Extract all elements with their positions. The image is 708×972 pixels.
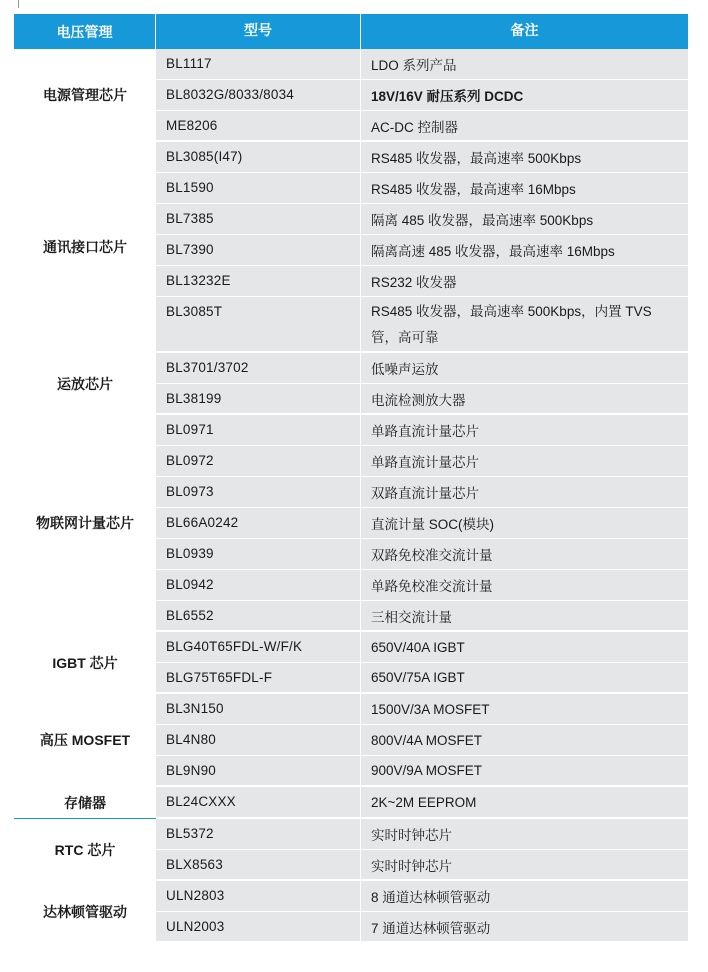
category-cell: 运放芯片 xyxy=(14,353,156,415)
table-row xyxy=(14,415,688,446)
category-cell: RTC 芯片 xyxy=(14,819,156,881)
table-row xyxy=(14,632,688,663)
note-cell: 低噪声运放 xyxy=(361,353,688,384)
category-cell: 物联网计量芯片 xyxy=(14,415,156,632)
note-cell: 18V/16V 耐压系列 DCDC xyxy=(361,80,688,111)
model-cell: BL0939 xyxy=(156,539,361,570)
model-cell: BL4N80 xyxy=(156,725,361,756)
note-cell: RS485 收发器，最高速率 16Mbps xyxy=(361,173,688,204)
table-row xyxy=(14,694,688,725)
category-cell: IGBT 芯片 xyxy=(14,632,156,694)
model-cell: BL1590 xyxy=(156,173,361,204)
model-cell: BL3085T xyxy=(156,297,361,353)
note-cell: LDO 系列产品 xyxy=(361,49,688,80)
model-cell: BL24CXXX xyxy=(156,787,361,819)
note-cell: RS232 收发器 xyxy=(361,266,688,297)
model-cell: BL13232E xyxy=(156,266,361,297)
model-cell: BL0973 xyxy=(156,477,361,508)
note-cell: 双路免校准交流计量 xyxy=(361,539,688,570)
note-cell: 电流检测放大器 xyxy=(361,384,688,415)
category-cell: 通讯接口芯片 xyxy=(14,142,156,353)
model-cell: BLG40T65FDL-W/F/K xyxy=(156,632,361,663)
table-row xyxy=(14,142,688,173)
model-cell: ULN2003 xyxy=(156,912,361,943)
model-cell: BL3701/3702 xyxy=(156,353,361,384)
note-cell: 实时时钟芯片 xyxy=(361,850,688,881)
note-cell: 单路直流计量芯片 xyxy=(361,446,688,477)
note-cell: 800V/4A MOSFET xyxy=(361,725,688,756)
table-row xyxy=(14,49,688,80)
note-cell: 实时时钟芯片 xyxy=(361,819,688,850)
note-cell: 1500V/3A MOSFET xyxy=(361,694,688,725)
table-row xyxy=(14,787,688,819)
note-cell: 单路免校准交流计量 xyxy=(361,570,688,601)
note-cell: 8 通道达林顿管驱动 xyxy=(361,881,688,912)
note-cell: 7 通道达林顿管驱动 xyxy=(361,912,688,943)
notes-column-header: 备注 xyxy=(361,14,688,49)
model-cell: BL0971 xyxy=(156,415,361,446)
model-cell: BL6552 xyxy=(156,601,361,632)
model-cell: BL9N90 xyxy=(156,756,361,787)
table-body xyxy=(14,49,688,943)
top-edge-mark xyxy=(18,0,19,8)
model-cell: BL3N150 xyxy=(156,694,361,725)
note-cell: RS485 收发器，最高速率 500Kbps xyxy=(361,142,688,173)
model-cell: BL66A0242 xyxy=(156,508,361,539)
model-cell: BL7390 xyxy=(156,235,361,266)
note-cell: 2K~2M EEPROM xyxy=(361,787,688,819)
table-row xyxy=(14,353,688,384)
note-cell: 650V/75A IGBT xyxy=(361,663,688,694)
model-cell: BL8032G/8033/8034 xyxy=(156,80,361,111)
model-column-header: 型号 xyxy=(156,14,361,49)
note-cell: 双路直流计量芯片 xyxy=(361,477,688,508)
model-cell: BLX8563 xyxy=(156,850,361,881)
note-cell: 650V/40A IGBT xyxy=(361,632,688,663)
note-cell: 单路直流计量芯片 xyxy=(361,415,688,446)
model-cell: BL7385 xyxy=(156,204,361,235)
note-cell: 直流计量 SOC(模块) xyxy=(361,508,688,539)
model-cell: BLG75T65FDL-F xyxy=(156,663,361,694)
product-table xyxy=(14,14,688,943)
category-cell: 存储器 xyxy=(14,787,156,819)
model-cell: BL1117 xyxy=(156,49,361,80)
note-cell: AC-DC 控制器 xyxy=(361,111,688,142)
note-cell: 隔离高速 485 收发器，最高速率 16Mbps xyxy=(361,235,688,266)
category-cell: 电源管理芯片 xyxy=(14,49,156,142)
note-cell: 三相交流计量 xyxy=(361,601,688,632)
note-cell: 隔离 485 收发器，最高速率 500Kbps xyxy=(361,204,688,235)
model-cell: ME8206 xyxy=(156,111,361,142)
category-column-header: 电压管理 xyxy=(14,14,156,49)
model-cell: BL5372 xyxy=(156,819,361,850)
table-row xyxy=(14,881,688,912)
model-cell: ULN2803 xyxy=(156,881,361,912)
model-cell: BL38199 xyxy=(156,384,361,415)
table-row xyxy=(14,819,688,850)
category-cell: 达林顿管驱动 xyxy=(14,881,156,943)
model-cell: BL0942 xyxy=(156,570,361,601)
model-cell: BL3085(I47) xyxy=(156,142,361,173)
header-row xyxy=(14,14,688,49)
model-cell: BL0972 xyxy=(156,446,361,477)
note-cell: RS485 收发器，最高速率 500Kbps，内置 TVS 管，高可靠 xyxy=(361,297,688,353)
note-cell: 900V/9A MOSFET xyxy=(361,756,688,787)
category-cell: 高压 MOSFET xyxy=(14,694,156,787)
